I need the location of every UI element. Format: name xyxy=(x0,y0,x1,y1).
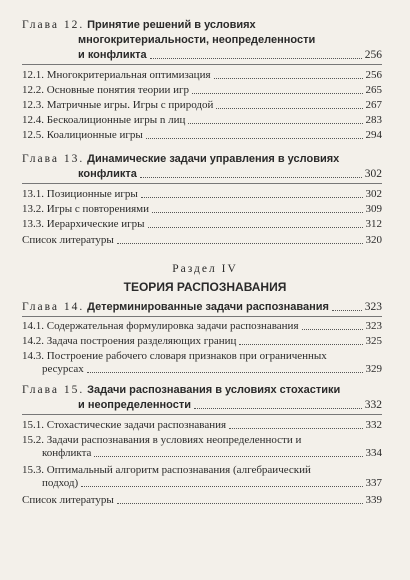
dot-leader xyxy=(140,167,362,178)
dot-leader xyxy=(150,48,362,59)
chapter-12-heading xyxy=(22,18,382,48)
chapter-title: Динамические задачи управления в условиях xyxy=(87,153,340,165)
dot-leader xyxy=(87,363,363,373)
page-number: 302 xyxy=(365,188,382,200)
divider xyxy=(22,316,382,317)
entry-label: 12.2. Основные понятия теории игр xyxy=(22,84,190,96)
page-number: 323 xyxy=(364,301,382,313)
page-number: 267 xyxy=(365,99,382,111)
dot-leader xyxy=(192,84,362,94)
chapter-number: Глава 13. xyxy=(22,153,85,165)
dot-leader xyxy=(194,398,362,409)
toc-entry xyxy=(22,188,382,201)
page-number: 302 xyxy=(364,168,382,180)
entry-label: 12.3. Матричные игры. Игры с природой xyxy=(22,99,214,111)
page-number: 309 xyxy=(365,203,382,215)
toc-entry xyxy=(22,114,382,127)
page-number: 337 xyxy=(365,477,382,489)
page-number: 256 xyxy=(364,49,382,61)
toc-entry xyxy=(22,218,382,231)
entry-label: Список литературы xyxy=(22,494,114,506)
toc-entry-wrapped xyxy=(22,350,382,376)
toc-entry-wrapped xyxy=(22,434,382,460)
chapter-15-last-line xyxy=(22,398,382,413)
section-heading: Раздел IV xyxy=(172,263,238,275)
toc-entry xyxy=(22,84,382,97)
entry-label: 12.4. Бескоалиционные игры n лиц xyxy=(22,114,186,126)
entry-label: 15.2. Задачи распознавания в условиях неопределенности и xyxy=(22,434,302,446)
chapter-13-heading xyxy=(22,152,382,167)
entry-label: 12.1. Многокритериальная оптимизация xyxy=(22,69,211,81)
dot-leader xyxy=(81,477,362,487)
dot-leader xyxy=(216,99,362,109)
divider xyxy=(22,414,382,415)
entry-label: 14.2. Задача построения разделяющих границ xyxy=(22,335,237,347)
chapter-title-cont: и конфликта xyxy=(78,49,147,61)
entry-label: 13.1. Позиционные игры xyxy=(22,188,138,200)
page-number: 323 xyxy=(365,320,382,332)
chapter-title-cont: и неопределенности xyxy=(78,399,191,411)
dot-leader xyxy=(146,129,363,139)
toc-entry-references xyxy=(22,494,382,507)
entry-label: 13.2. Игры с повторениями xyxy=(22,203,150,215)
chapter-15-heading xyxy=(22,383,382,398)
dot-leader xyxy=(214,69,363,79)
chapter-number: Глава 15. xyxy=(22,384,85,396)
toc-entry xyxy=(22,320,382,333)
entry-label: 15.1. Стохастические задачи распознавания xyxy=(22,419,227,431)
chapter-title: Детерминированные задачи распознавания xyxy=(87,301,329,313)
toc-entry-references xyxy=(22,234,382,247)
entry-label-cont: ресурсах xyxy=(42,363,84,375)
page-number: 334 xyxy=(365,447,382,459)
toc-entry-wrapped xyxy=(22,464,382,490)
toc-entry xyxy=(22,129,382,142)
dot-leader xyxy=(188,114,362,124)
chapter-title: Принятие решений в условиях xyxy=(87,19,256,31)
page-number: 283 xyxy=(365,114,382,126)
page-number: 320 xyxy=(365,234,382,246)
dot-leader xyxy=(229,419,362,429)
toc-entry xyxy=(22,203,382,216)
chapter-14-heading xyxy=(22,300,382,315)
entry-label: 15.3. Оптимальный алгоритм распознавания (алгебраический xyxy=(22,464,311,476)
entry-label: 12.5. Коалиционные игры xyxy=(22,129,143,141)
dot-leader xyxy=(148,218,363,228)
chapter-number: Глава 12. xyxy=(22,19,85,31)
chapter-13-last-line xyxy=(22,167,382,182)
page-number: 325 xyxy=(365,335,382,347)
entry-label-cont: подход) xyxy=(42,477,79,489)
toc-entry xyxy=(22,335,382,348)
chapter-title: Задачи распознавания в условиях стохастики xyxy=(87,384,341,396)
toc-entry xyxy=(22,419,382,432)
page-number: 332 xyxy=(365,419,382,431)
entry-label-cont: конфликта xyxy=(42,447,92,459)
divider xyxy=(22,64,382,65)
dot-leader xyxy=(332,300,362,311)
chapter-12-last-line xyxy=(22,48,382,63)
toc-entry xyxy=(22,99,382,112)
chapter-title-cont: многокритериальности, неопределенности xyxy=(78,34,316,46)
dot-leader xyxy=(117,494,363,504)
dot-leader xyxy=(117,234,363,244)
section-title: ТЕОРИЯ РАСПОЗНАВАНИЯ xyxy=(123,280,287,294)
page-number: 312 xyxy=(365,218,382,230)
page-number: 265 xyxy=(365,84,382,96)
page-number: 332 xyxy=(364,399,382,411)
dot-leader xyxy=(94,447,362,457)
toc-entry xyxy=(22,69,382,82)
entry-label: 14.1. Содержательная формулировка задачи распознавания xyxy=(22,320,299,332)
chapter-title-cont: конфликта xyxy=(78,168,137,180)
page-number: 339 xyxy=(365,494,382,506)
page-number: 329 xyxy=(365,363,382,375)
dot-leader xyxy=(141,188,363,198)
page-number: 256 xyxy=(365,69,382,81)
entry-label: 13.3. Иерархические игры xyxy=(22,218,145,230)
dot-leader xyxy=(239,335,362,345)
page-number: 294 xyxy=(365,129,382,141)
dot-leader xyxy=(152,203,362,213)
chapter-number: Глава 14. xyxy=(22,301,85,313)
dot-leader xyxy=(302,320,363,330)
divider xyxy=(22,183,382,184)
entry-label: Список литературы xyxy=(22,234,114,246)
entry-label: 14.3. Построение рабочего словаря признаков при ограниченных xyxy=(22,350,327,362)
